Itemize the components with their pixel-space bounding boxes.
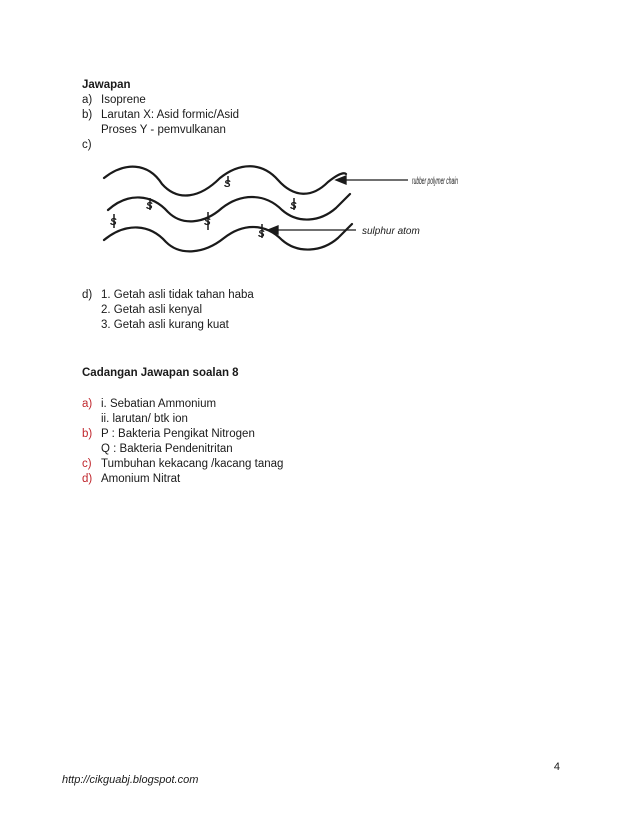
sulphur-atom-3: S (290, 201, 297, 212)
suggested-answers-heading: Cadangan Jawapan soalan 8 (82, 367, 239, 379)
polymer-chain-bottom (104, 224, 352, 251)
suggested-b (82, 427, 283, 442)
answer-b-text: Larutan X: Asid formic/Asid (101, 109, 240, 121)
sulphur-atom-6: S (258, 229, 265, 240)
vulcanized-rubber-diagram (100, 158, 460, 264)
sulphur-atom-2: S (146, 201, 153, 212)
answer-b (82, 108, 239, 123)
suggested-c-marker: c) (82, 458, 92, 470)
suggested-b-marker: b) (82, 428, 93, 440)
sulphur-atom-1: S (224, 179, 231, 190)
suggested-b-text-1: P : Bakteria Pengikat Nitrogen (101, 428, 255, 440)
page-number: 4 (553, 761, 560, 773)
chain-pointer-arrowhead (336, 176, 346, 184)
suggested-d-marker: d) (82, 473, 93, 485)
suggested-a-text-2: ii. larutan/ btk ion (101, 413, 188, 425)
suggested-a-marker: a) (82, 398, 93, 410)
suggested-answers-section (82, 397, 283, 487)
answer-d-item-2: 2. Getah asli kenyal (101, 304, 203, 316)
answer-a-text: Isoprene (101, 94, 146, 106)
suggested-d-text: Amonium Nitrat (101, 473, 181, 485)
suggested-b-text-2: Q : Bakteria Pendenitritan (101, 443, 233, 455)
footer-url: http://cikguabj.blogspot.com (62, 774, 199, 786)
answer-b-text-2: Proses Y - pemvulkanan (101, 124, 226, 136)
answer-d-marker: d) (82, 289, 93, 301)
suggested-a (82, 397, 283, 412)
suggested-c (82, 457, 283, 472)
suggested-c-text: Tumbuhan kekacang /kacang tanag (101, 458, 284, 470)
answer-d (82, 288, 254, 333)
answer-a (82, 93, 239, 108)
sulphur-atom-4: S (110, 217, 117, 228)
answer-c (82, 138, 239, 153)
suggested-a-text-1: i. Sebatian Ammonium (101, 398, 217, 410)
sulphur-atom-5: S (204, 217, 211, 228)
answer-d-item-1: 1. Getah asli tidak tahan haba (101, 289, 254, 301)
answer-d-row-1 (82, 288, 254, 303)
label-sulphur-atom: sulphur atom (362, 226, 420, 237)
answer-d-item-3: 3. Getah asli kurang kuat (101, 319, 229, 331)
label-rubber-polymer-chain: rubber polymer chain (412, 176, 459, 187)
answer-heading: Jawapan (82, 79, 131, 91)
answer-section (82, 78, 239, 153)
answer-c-marker: c) (82, 139, 92, 151)
suggested-d (82, 472, 283, 487)
suggested-answers-heading-block (82, 366, 239, 381)
answer-b-marker: b) (82, 109, 93, 121)
answer-a-marker: a) (82, 94, 93, 106)
polymer-chain-middle (108, 194, 350, 221)
